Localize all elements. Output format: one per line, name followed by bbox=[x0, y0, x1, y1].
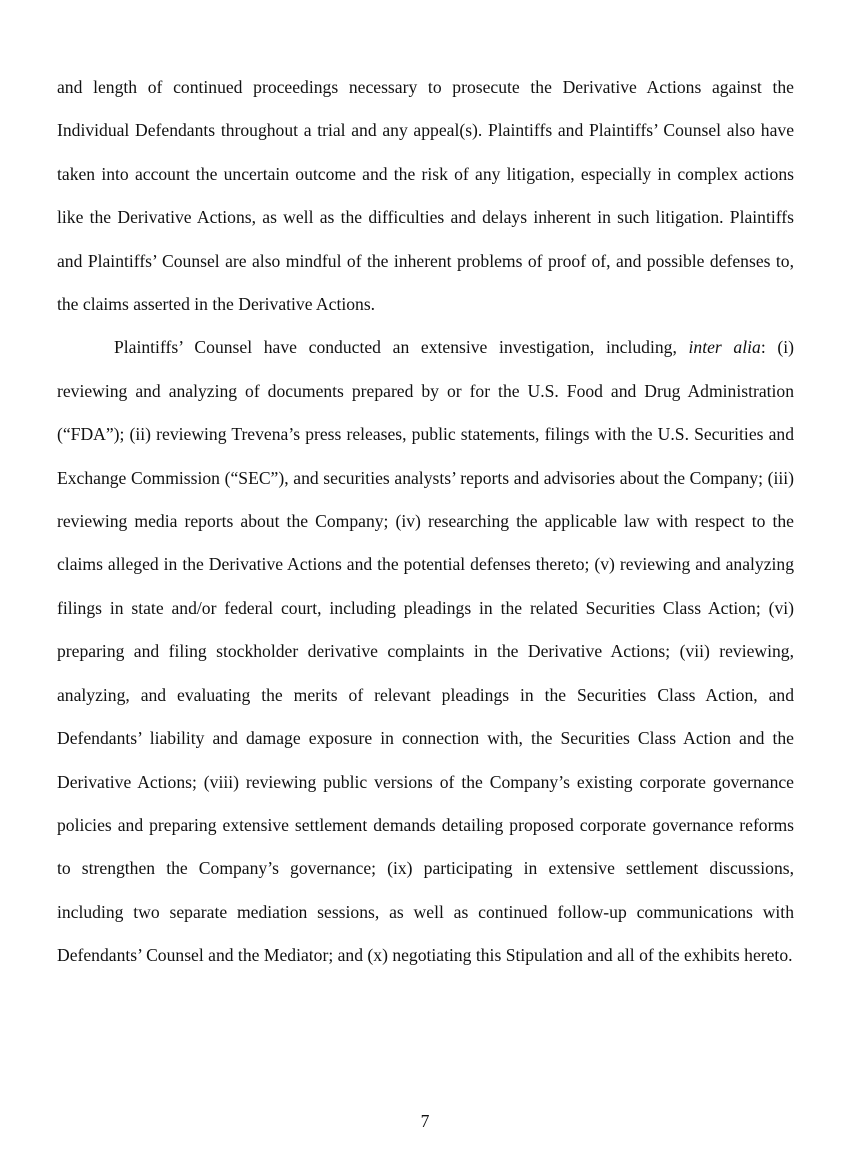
paragraph-investigation bbox=[57, 326, 794, 977]
paragraph-continued: and length of continued proceedings necessary to prosecute the Derivative Actions against the Individual Defendants throughout a trial and any appeal(s). Plaintiffs and Plaintiffs’ Counsel also have taken into account the uncertain outcome and the risk of any litigation, especially in complex actions like the Derivative Actions, as well as the difficulties and delays inherent in such litigation. Plaintiffs and Plaintiffs’ Counsel are also mindful of the inherent problems of proof of, and possible defenses to, the claims asserted in the Derivative Actions. bbox=[57, 77, 794, 315]
paragraph-investigation-body: : (i) reviewing and analyzing of documents prepared by or for the U.S. Food and Drug Administration (“FDA”); (ii) reviewing Trevena’s press releases, public statements, filings with the U.S. Securities and Exchange Commission (“SEC”), and securities analysts’ reports and advisories about the Company; (iii) reviewing media reports about the Company; (iv) researching the applicable law with respect to the claims alleged in the Derivative Actions and the potential defenses thereto; (v) reviewing and analyzing filings in state and/or federal court, including pleadings in the related Securities Class Action; (vi) preparing and filing stockholder derivative complaints in the Derivative Actions; (vii) reviewing, analyzing, and evaluating the merits of relevant pleadings in the Securities Class Action, and Defendants’ liability and damage exposure in connection with, the Securities Class Action and the Derivative Actions; (viii) reviewing public versions of the Company’s existing corporate governance policies and preparing extensive settlement demands detailing proposed corporate governance reforms to strengthen the Company’s governance; (ix) participating in extensive settlement discussions, including two separate mediation sessions, as well as continued follow-up communications with Defendants’ Counsel and the Mediator; and (x) negotiating this Stipulation and all of the exhibits hereto. bbox=[57, 337, 794, 966]
paragraph-investigation-intro: Plaintiffs’ Counsel have conducted an extensive investigation, including, bbox=[114, 337, 689, 358]
document-body bbox=[57, 66, 794, 978]
page-number: 7 bbox=[420, 1111, 430, 1131]
inter-alia-italic: inter alia bbox=[688, 337, 761, 358]
